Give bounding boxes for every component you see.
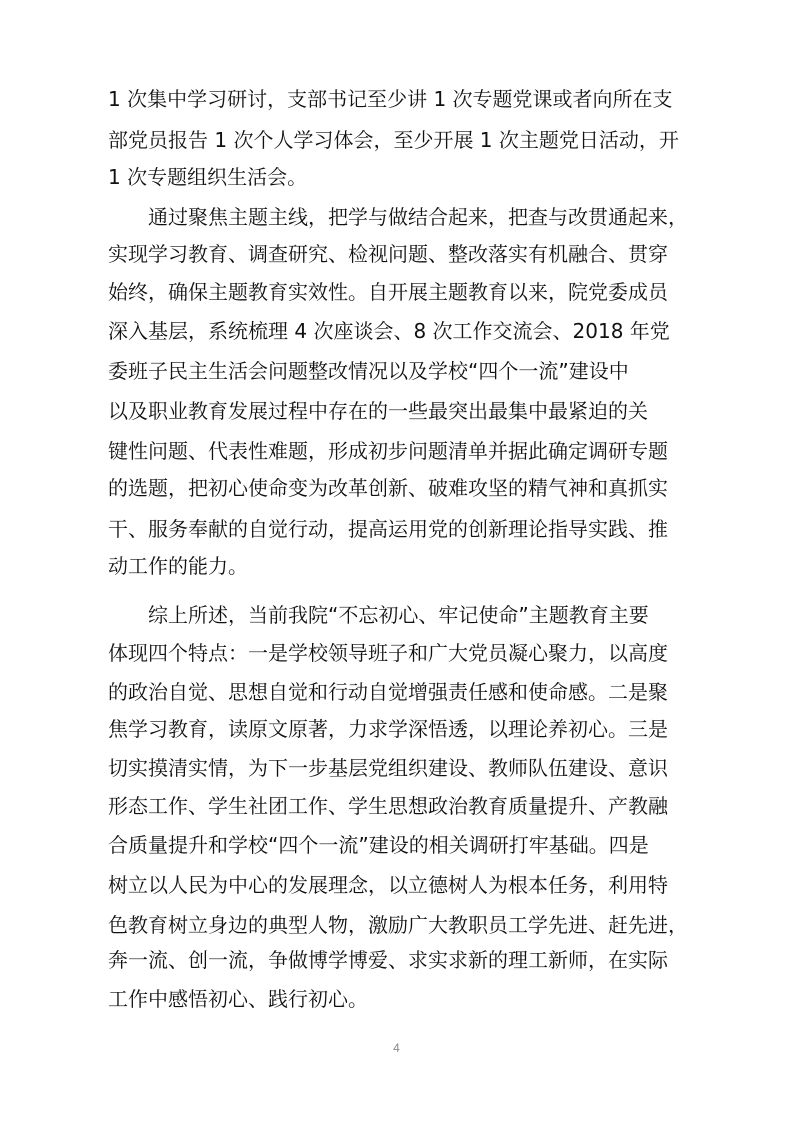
text-line: 深入基层，系统梳理 4 次座谈会、8 次工作交流会、2018 年党 (108, 319, 670, 343)
text-line: 色教育树立身边的典型人物，激励广大教职员工学先进、赶先进， (108, 913, 688, 937)
text-line: 通过聚焦主题主线，把学与做结合起来，把查与改贯通起来， (108, 205, 688, 229)
text-line: 始终，确保主题教育实效性。自开展主题教育以来，院党委成员 (108, 280, 668, 304)
text-line: 键性问题、代表性难题，形成初步问题清单并据此确定调研专题 (108, 439, 668, 463)
text-line: 的选题，把初心使命变为改革创新、破难攻坚的精气神和真抓实 (108, 476, 668, 500)
text-line: 奔一流、创一流，争做博学博爱、求实求新的理工新师，在实际 (108, 948, 668, 972)
text-line: 焦学习教育，读原文原著，力求学深悟透，以理论养初心。三是 (108, 717, 668, 741)
text-line: 体现四个特点：一是学校领导班子和广大党员凝心聚力，以高度 (108, 641, 668, 665)
text-line: 动工作的能力。 (108, 554, 248, 578)
text-line: 形态工作、学生社团工作、学生思想政治教育质量提升、产教融 (108, 794, 668, 818)
text-line: 1 次专题组织生活会。 (108, 165, 308, 189)
text-line: 1 次集中学习研讨，支部书记至少讲 1 次专题党课或者向所在支 (108, 87, 673, 111)
text-line: 委班子民主生活会问题整改情况以及学校“四个一流”建设中 (108, 359, 629, 383)
text-line: 综上所述，当前我院“不忘初心、牢记使命”主题教育主要 (108, 603, 649, 627)
text-line: 工作中感悟初心、践行初心。 (108, 987, 368, 1011)
text-line: 树立以人民为中心的发展理念，以立德树人为根本任务，利用特 (108, 873, 668, 897)
text-line: 的政治自觉、思想自觉和行动自觉增强责任感和使命感。二是聚 (108, 680, 668, 704)
page-number: 4 (393, 1041, 400, 1055)
text-line: 合质量提升和学校“四个一流”建设的相关调研打牢基础。四是 (108, 833, 649, 857)
text-line: 以及职业教育发展过程中存在的一些最突出最集中最紧迫的关 (108, 399, 648, 423)
text-line: 部党员报告 1 次个人学习体会，至少开展 1 次主题党日活动，开 (108, 128, 679, 152)
text-line: 干、服务奉献的自觉行动，提高运用党的创新理论指导实践、推 (108, 517, 668, 541)
text-line: 切实摸清实情，为下一步基层党组织建设、教师队伍建设、意识 (108, 756, 668, 780)
text-line: 实现学习教育、调查研究、检视问题、整改落实有机融合、贯穿 (108, 242, 668, 266)
